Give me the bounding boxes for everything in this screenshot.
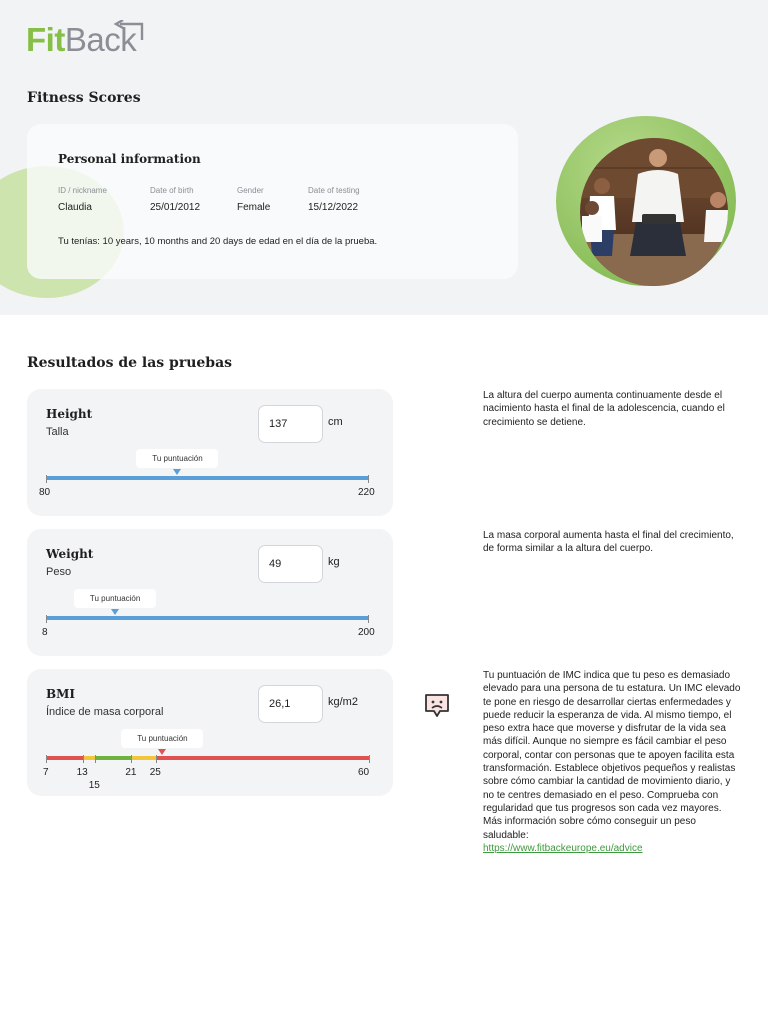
scale-tick	[46, 475, 47, 483]
bmi-zone-segment	[131, 756, 155, 760]
personal-info-card	[27, 124, 518, 279]
bmi-value-field: 26,1	[258, 685, 323, 723]
logo-fit-text: Fit	[26, 21, 65, 58]
scale-tick	[46, 615, 47, 623]
bmi-description	[483, 669, 743, 855]
test-subtitle: Talla	[46, 426, 69, 438]
chat-alert-icon	[423, 692, 451, 720]
bmi-zone-segment	[46, 756, 83, 760]
field-gender	[237, 186, 270, 213]
bmi-zone-segment	[83, 756, 95, 760]
bmi-description-text: Tu puntuación de IMC indica que tu peso es demasiado elevado para una persona de tu estatura. Un IMC elevado te pone en riesgo de desarrollar ciertas enfermedades y puede reducir la esperanza de vida. Al mismo tiempo, el peso extra hace que moverse y disfrutar de la vida sea más difícil. Aunque no siempre es fácil cambiar el peso corporal, contar con personas que te apoyen facilita esta transformación. Establece objetivos pequeños y realistas sobre cómo cambiar la cantidad de movimiento diario, y no te centres demasiado en el peso. Comprueba con regularidad que tus progresos son cada vez mayores. Más información sobre cómo conseguir un peso saludable:	[483, 670, 741, 841]
bmi-tick-label: 21	[125, 767, 137, 778]
bmi-scale-tick	[369, 755, 370, 763]
field-date-of-birth	[150, 186, 200, 213]
scale-max-label: 200	[358, 627, 375, 638]
scale-tick	[368, 475, 369, 483]
age-at-test-text: Tu tenías: 10 years, 10 months and 20 days de edad en el día de la prueba.	[58, 236, 378, 247]
field-nickname	[58, 186, 107, 213]
field-value: 15/12/2022	[308, 202, 359, 213]
field-date-of-testing	[308, 186, 360, 213]
test-results-title: Resultados de las pruebas	[27, 355, 233, 371]
bmi-scale-tick	[83, 755, 84, 763]
field-label: ID / nickname	[58, 186, 107, 195]
score-marker	[173, 469, 181, 475]
bmi-tick-label: 7	[43, 767, 49, 778]
scale-min-label: 8	[42, 627, 48, 638]
test-subtitle: Índice de masa corporal	[46, 706, 164, 718]
weight-scale-bar	[46, 616, 369, 620]
bmi-tick-label: 15	[88, 780, 100, 791]
healthy-weight-advice-link[interactable]: https://www.fitbackeurope.eu/advice	[483, 842, 643, 854]
field-label: Gender	[237, 186, 264, 195]
bmi-scale-tick	[156, 755, 157, 763]
field-value: Claudia	[58, 202, 92, 213]
test-subtitle: Peso	[46, 566, 72, 578]
height-description: La altura del cuerpo aumenta continuamente desde el nacimiento hasta el final de la adolescencia, cuando el crecimiento se detiene.	[483, 390, 725, 428]
field-value: 25/01/2012	[150, 202, 201, 213]
logo-return-arrow-icon	[112, 20, 152, 42]
photo-illustration	[580, 138, 728, 286]
scale-max-label: 220	[358, 487, 375, 498]
fitness-scores-title: Fitness Scores	[27, 90, 141, 106]
bmi-card	[27, 669, 393, 796]
weight-value-field: 49	[258, 545, 323, 583]
bmi-scale-tick	[95, 755, 96, 763]
coach-with-children-photo	[580, 138, 728, 286]
score-tag: Tu puntuación	[121, 729, 203, 748]
bmi-tick-label: 60	[358, 767, 370, 778]
bmi-tick-label: 25	[149, 767, 161, 778]
field-label: Date of testing	[308, 186, 360, 195]
personal-info-title: Personal information	[58, 152, 201, 166]
field-label: Date of birth	[150, 186, 194, 195]
score-tag: Tu puntuación	[74, 589, 156, 608]
photo-frame	[556, 116, 736, 286]
bmi-scale-tick	[46, 755, 47, 763]
field-value: Female	[237, 202, 271, 213]
test-name: Weight	[46, 547, 94, 561]
bmi-zone-segment	[95, 756, 132, 760]
height-card	[27, 389, 393, 516]
header-section	[0, 0, 768, 315]
weight-description: La masa corporal aumenta hasta el final del crecimiento, de forma similar a la altura del cuerpo.	[483, 530, 734, 555]
bmi-tick-label: 13	[76, 767, 88, 778]
logo-back-text: Back	[64, 21, 137, 58]
score-tag: Tu puntuación	[136, 449, 218, 468]
scale-tick	[368, 615, 369, 623]
height-value-field: 137	[258, 405, 323, 443]
scale-min-label: 80	[39, 487, 51, 498]
weight-unit: kg	[328, 556, 340, 568]
height-unit: cm	[328, 416, 343, 428]
weight-card	[27, 529, 393, 656]
bmi-unit: kg/m2	[328, 696, 358, 708]
test-name: Height	[46, 407, 93, 421]
bmi-zone-segment	[156, 756, 369, 760]
bmi-scale-tick	[131, 755, 132, 763]
score-marker	[158, 749, 166, 755]
score-marker	[111, 609, 119, 615]
height-scale-bar	[46, 476, 369, 480]
test-name: BMI	[46, 687, 76, 701]
